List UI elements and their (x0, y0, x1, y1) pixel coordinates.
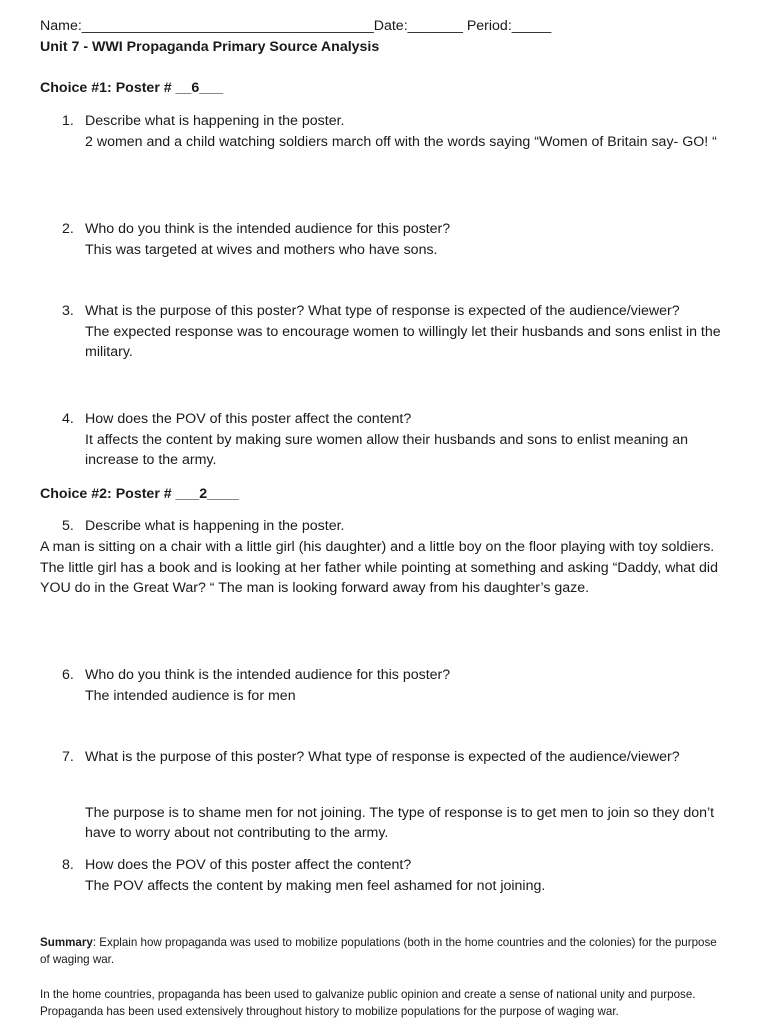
question-2 (40, 219, 740, 260)
question-number: 5. (62, 518, 74, 534)
choice2-heading: Choice #2: Poster # ___2____ (40, 486, 239, 502)
summary-prompt (40, 934, 728, 968)
choice1-heading: Choice #1: Poster # __6___ (40, 80, 223, 96)
question-number: 6. (62, 667, 74, 683)
question-number: 2. (62, 221, 74, 237)
question-1 (40, 111, 740, 152)
name-date-period-line: Name:_____________________________________Date:_______ Period:_____ (40, 18, 552, 34)
summary-answer: In the home countries, propaganda has been used to galvanize public opinion and create a sense of national unity and purpose. Propaganda has been used extensively throughout history to mobilize populations for the purpose of waging war. (40, 988, 696, 1018)
answer-text: The expected response was to encourage women to willingly let their husbands and sons enlist in the military. (85, 323, 721, 360)
answer-text: This was targeted at wives and mothers who have sons. (85, 241, 438, 258)
question-text: What is the purpose of this poster? What type of response is expected of the audience/viewer? (85, 303, 680, 319)
question-5 (40, 516, 740, 537)
question-3 (40, 301, 740, 363)
question-5-answer: A man is sitting on a chair with a little girl (his daughter) and a little boy on the floor playing with toy soldiers. The little girl has a book and is looking at her father while pointing at something and asking “Daddy, what did YOU do in the Great War? “ The man is looking forward away from his daughter’s gaze. (40, 539, 718, 596)
question-4 (40, 409, 740, 471)
question-number: 8. (62, 857, 74, 873)
answer-text: It affects the content by making sure women allow their husbands and sons to enlist meaning an increase to the army. (85, 431, 689, 468)
question-text: Who do you think is the intended audience for this poster? (85, 221, 451, 237)
question-6 (40, 665, 740, 706)
summary-prompt-text: : Explain how propaganda was used to mobilize populations (both in the home countries and the colonies) for the purpose of waging war. (40, 936, 717, 966)
question-text: Describe what is happening in the poster. (85, 113, 345, 129)
worksheet-title: Unit 7 - WWI Propaganda Primary Source Analysis (40, 39, 380, 55)
answer-text: The purpose is to shame men for not joining. The type of response is to get men to join so they don’t have to worry about not contributing to the army. (85, 804, 715, 841)
question-number: 3. (62, 303, 74, 319)
question-text: How does the POV of this poster affect the content? (85, 411, 412, 427)
question-number: 4. (62, 411, 74, 427)
answer-text: The POV affects the content by making men feel ashamed for not joining. (85, 877, 546, 894)
summary-label: Summary (40, 936, 93, 949)
question-7 (40, 747, 740, 844)
question-text: What is the purpose of this poster? What type of response is expected of the audience/viewer? (85, 749, 680, 765)
question-text: How does the POV of this poster affect the content? (85, 857, 412, 873)
question-text: Who do you think is the intended audience for this poster? (85, 667, 451, 683)
question-number: 7. (62, 749, 74, 765)
question-number: 1. (62, 113, 74, 129)
answer-text: 2 women and a child watching soldiers march off with the words saying “Women of Britain say- GO! “ (85, 133, 717, 150)
question-8 (40, 855, 740, 896)
answer-text: The intended audience is for men (85, 687, 296, 704)
question-text: Describe what is happening in the poster. (85, 518, 345, 534)
